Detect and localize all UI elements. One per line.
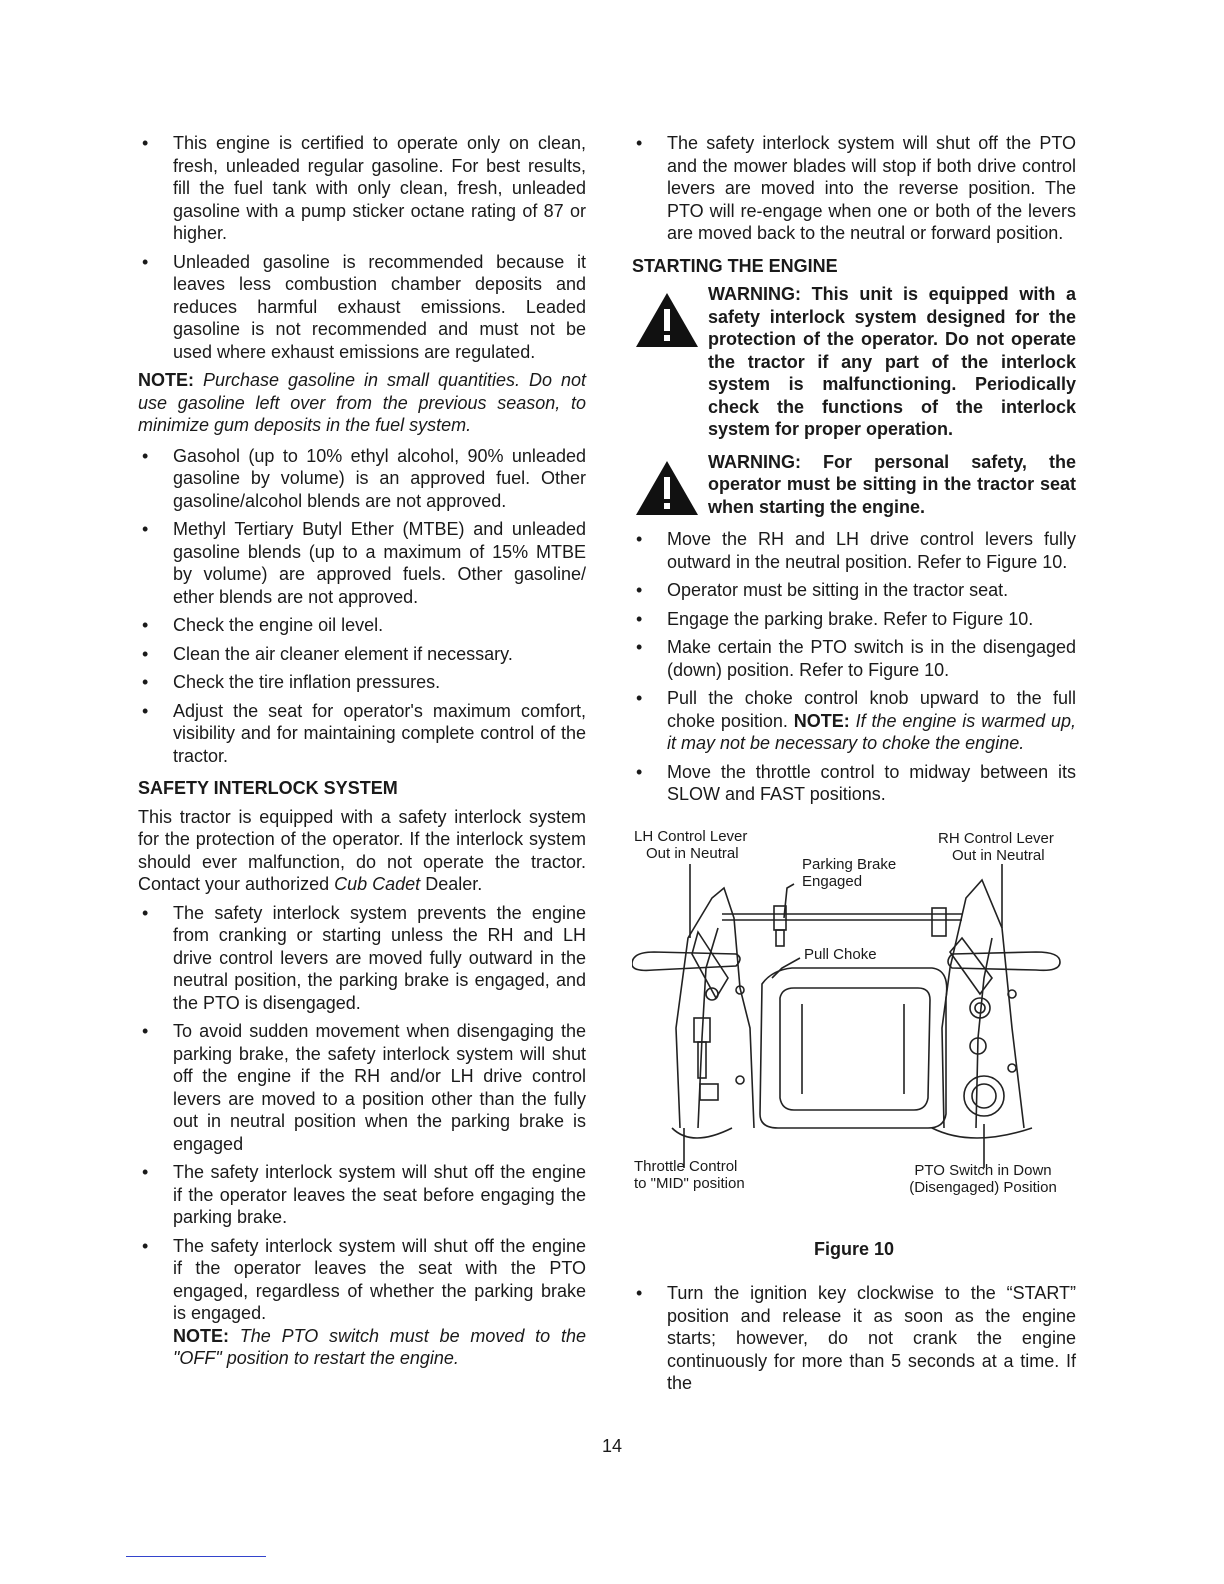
list-item: • Check the tire inflation pressures. xyxy=(138,671,586,694)
safety-paragraph xyxy=(138,806,586,896)
list-item: • The safety interlock system will shut off the PTO and the mower blades will stop if both drive control levers are moved into the reverse position. The PTO will re-engage when one or both of the levers are moved back to the neutral or forward position. xyxy=(632,132,1076,245)
label-line: Out in Neutral xyxy=(952,846,1045,864)
list-item: • Move the RH and LH drive control levers fully outward in the neutral position. Refer to Figure 10. xyxy=(632,528,1076,573)
warning-text: WARNING: This unit is equipped with a safety interlock system designed for the protection of the operator. Do not operate the tractor if any part of the interlock system is malfunctioning. Periodically check the functions of the interlock system for proper operation. xyxy=(708,284,1076,439)
starting-engine-heading: STARTING THE ENGINE xyxy=(632,255,838,276)
list-item: • Check the engine oil level. xyxy=(138,614,586,637)
list-item: • Methyl Tertiary Butyl Ether (MTBE) and unleaded gasoline blends (up to a maximum of 15% MTBE by volume) are approved fuels. Other gasoline/ ether blends are not approved. xyxy=(138,518,586,608)
safety-interlock-heading: SAFETY INTERLOCK SYSTEM xyxy=(138,778,398,798)
warning-icon xyxy=(634,291,700,349)
list-item: • This engine is certified to operate only on clean, fresh, unleaded regular gasoline. For best results, fill the fuel tank with only clean, fresh, unleaded gasoline with a pump sticker octane rating of 87 or higher. xyxy=(138,132,586,245)
pto-switch-label xyxy=(898,1162,1068,1196)
safety-para-end: Dealer. xyxy=(425,874,483,894)
note-label: NOTE: xyxy=(173,1325,229,1346)
list-item-text: Pull the choke control knob upward to the full choke position. xyxy=(667,688,1076,731)
label-line: Out in Neutral xyxy=(646,844,739,862)
ignition-steps xyxy=(632,1282,1076,1395)
list-item: • Move the throttle control to midway between its SLOW and FAST positions. xyxy=(632,761,1076,806)
list-item xyxy=(138,1235,586,1370)
label-line: PTO Switch in Down xyxy=(914,1161,1052,1179)
list-item: • Gasohol (up to 10% ethyl alcohol, 90% unleaded gasoline by volume) is an approved fuel. Other gasoline/alcohol blends are not approved. xyxy=(138,445,586,513)
note-label: NOTE: xyxy=(793,710,850,731)
footer-rule xyxy=(126,1556,266,1557)
figure-caption: Figure 10 xyxy=(813,1238,895,1259)
label-line: Parking Brake xyxy=(802,855,897,873)
fuel-note xyxy=(138,369,586,437)
warning-icon xyxy=(634,459,700,517)
page-number: 14 xyxy=(601,1436,623,1456)
list-item xyxy=(632,687,1076,755)
list-item: • Clean the air cleaner element if necessary. xyxy=(138,643,586,666)
safety-para-text: This tractor is equipped with a safety interlock system for the protection of the operator. If the interlock system should ever malfunction, do not operate the tractor. Contact your authorized xyxy=(138,806,586,894)
label-line: RH Control Lever xyxy=(938,829,1054,847)
label-line: LH Control Lever xyxy=(634,827,748,845)
list-item: • To avoid sudden movement when disengaging the parking brake, the safety interlock system will shut off the engine if the RH and/or LH drive control levers are moved to a position other than the fully out in neutral position when the parking brake is engaged xyxy=(138,1020,586,1155)
parking-brake-label xyxy=(802,856,896,890)
starting-steps xyxy=(632,528,1076,806)
list-item-text: The safety interlock system will shut off the engine if the operator leaves the seat with the PTO engaged, regardless of whether the parking brake is engaged. xyxy=(173,1235,586,1323)
left-column xyxy=(138,132,586,1376)
list-item: • The safety interlock system will shut off the engine if the operator leaves the seat before engaging the parking brake. xyxy=(138,1161,586,1229)
label-line: Engaged xyxy=(802,872,863,890)
warning-seat xyxy=(632,451,1076,519)
reverse-bullet xyxy=(632,132,1076,245)
list-item: • Operator must be sitting in the tractor seat. xyxy=(632,579,1076,602)
interlock-bullets xyxy=(138,902,586,1370)
pto-note xyxy=(173,1325,586,1370)
warning-text: WARNING: For personal safety, the operator must be sitting in the tractor seat when starting the engine. xyxy=(708,451,1076,517)
list-item: • Engage the parking brake. Refer to Figure 10. xyxy=(632,608,1076,631)
list-item: • The safety interlock system prevents the engine from cranking or starting unless the RH and LH drive control levers are moved fully outward in the neutral position, the parking brake is engaged, and the PTO is disengaged. xyxy=(138,902,586,1015)
brand-name: Cub Cadet xyxy=(334,874,421,894)
pull-choke-label: Pull Choke xyxy=(804,945,877,963)
figure-10 xyxy=(632,828,1076,1228)
prep-bullets xyxy=(138,445,586,768)
label-line: to "MID" position xyxy=(634,1174,745,1192)
list-item: • Make certain the PTO switch is in the disengaged (down) position. Refer to Figure 10. xyxy=(632,636,1076,681)
list-item: • Adjust the seat for operator's maximum comfort, visibility and for maintaining complete control of the tractor. xyxy=(138,700,586,768)
note-label: NOTE: xyxy=(138,370,194,390)
lh-lever-label xyxy=(634,828,747,862)
rh-lever-label xyxy=(938,830,1054,864)
list-item: • Unleaded gasoline is recommended because it leaves less combustion chamber deposits and reduces harmful exhaust emissions. Leaded gasoline is not recommended and must not be used where exhaust emissions are regulated. xyxy=(138,251,586,364)
warning-interlock xyxy=(632,283,1076,441)
note-text: If the engine is warmed up, it may not be necessary to choke the engine. xyxy=(667,710,1076,753)
list-item: • Turn the ignition key clockwise to the “START” position and release it as soon as the engine starts; however, do not crank the engine continuously for more than 5 seconds at a time. If the xyxy=(632,1282,1076,1395)
note-text: Purchase gasoline in small quantities. Do not use gasoline left over from the previous season, to minimize gum deposits in the fuel system. xyxy=(138,370,586,435)
label-line: Throttle Control xyxy=(634,1157,738,1175)
right-column xyxy=(632,132,1076,1401)
label-line: (Disengaged) Position xyxy=(909,1178,1057,1196)
note-text: The PTO switch must be moved to the "OFF" position to restart the engine. xyxy=(173,1325,586,1368)
fuel-bullets xyxy=(138,132,586,363)
throttle-label xyxy=(634,1158,745,1192)
